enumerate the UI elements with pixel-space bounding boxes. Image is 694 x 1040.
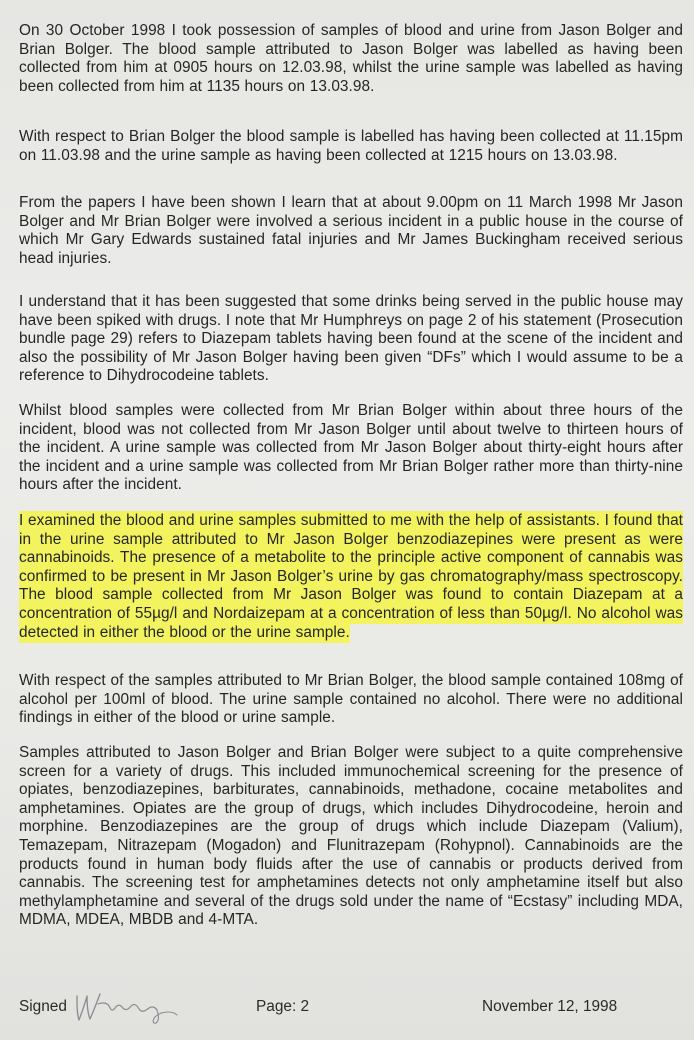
paragraph-brian-samples: With respect to Brian Bolger the blood sample is labelled has having been collected at 11.15pm on 11.03.98 and the urine sample as having been collected at 1215 hours on 13.03.98.	[19, 128, 683, 164]
paragraph-brian-findings: With respect of the samples attributed to Mr Brian Bolger, the blood sample contained 108mg of alcohol per 100ml of blood. The urine sample contained no alcohol. There were no additional findings in either of the blood or urine sample.	[19, 672, 683, 727]
paragraph-drug-screen: Samples attributed to Jason Bolger and Brian Bolger were subject to a quite comprehensive screen for a variety of drugs. This included immunochemical screening for the presence of opiates, benzodiazepines, barbiturates, cannabinoids, methadone, cocaine metabolites and amphetamines. Opiates are the group of drugs, which includes Dihydrocodeine, heroin and morphine. Benzodiazepines are the group of drugs which include Diazepam (Valium), Temazepam, Nitrazepam (Mogadon) and Flunitrazepam (Rohypnol). Cannabinoids are the products found in human body fluids after the use of cannabis or products derived from cannabis. The screening test for amphetamines detects not only amphetamine itself but also methylamphetamine and several of the drugs sold under the name of “Ecstasy” including MDA, MDMA, MDEA, MBDB and 4-MTA.	[19, 744, 683, 929]
signed-label: Signed	[19, 998, 67, 1015]
paragraph-findings-highlighted	[19, 512, 683, 642]
page-number: Page: 2	[256, 998, 310, 1015]
document-date: November 12, 1998	[482, 998, 618, 1015]
handwritten-signature	[73, 988, 183, 1026]
paragraph-collection-timing: Whilst blood samples were collected from Mr Brian Bolger within about three hours of the incident, blood was not collected from Mr Jason Bolger until about twelve to thirteen hours of the incident. A urine sample was collected from Mr Jason Bolger about thirty-eight hours after the incident and a urine sample was collected from Mr Brian Bolger rather more than thirty-nine hours after the incident.	[19, 402, 683, 494]
highlighted-text: I examined the blood and urine samples submitted to me with the help of assistants. I found that in the urine sample attributed to Mr Jason Bolger benzodiazepines were present as were cannabinoids. The presence of a metabolite to the principle active component of cannabis was confirmed to be present in Mr Jason Bolger’s urine by gas chromatography/mass spectroscopy. The blood sample collected from Mr Jason Bolger was found to contain Diazepam at a concentration of 55µg/l and Nordaizepam at a concentration of less than 50µg/l. No alcohol was detected in either the blood or the urine sample.	[19, 512, 683, 641]
paragraph-incident: From the papers I have been shown I learn that at about 9.00pm on 11 March 1998 Mr Jason Bolger and Mr Brian Bolger were involved a serious incident in a public house in the course of which Mr Gary Edwards sustained fatal injuries and Mr James Buckingham received serious head injuries.	[19, 194, 683, 267]
paragraph-spiked-drinks: I understand that it has been suggested that some drinks being served in the public house may have been spiked with drugs. I note that Mr Humphreys on page 2 of his statement (Prosecution bundle page 29) refers to Diazepam tablets having been found at the scene of the incident and also the possibility of Mr Jason Bolger having been given “DFs” which I would assume to be a reference to Dihydrocodeine tablets.	[19, 293, 683, 385]
paragraph-sample-possession: On 30 October 1998 I took possession of samples of blood and urine from Jason Bolger and Brian Bolger. The blood sample attributed to Jason Bolger was labelled as having been collected from him at 0905 hours on 12.03.98, whilst the urine sample was labelled as having been collected from him at 1135 hours on 13.03.98.	[19, 22, 683, 95]
